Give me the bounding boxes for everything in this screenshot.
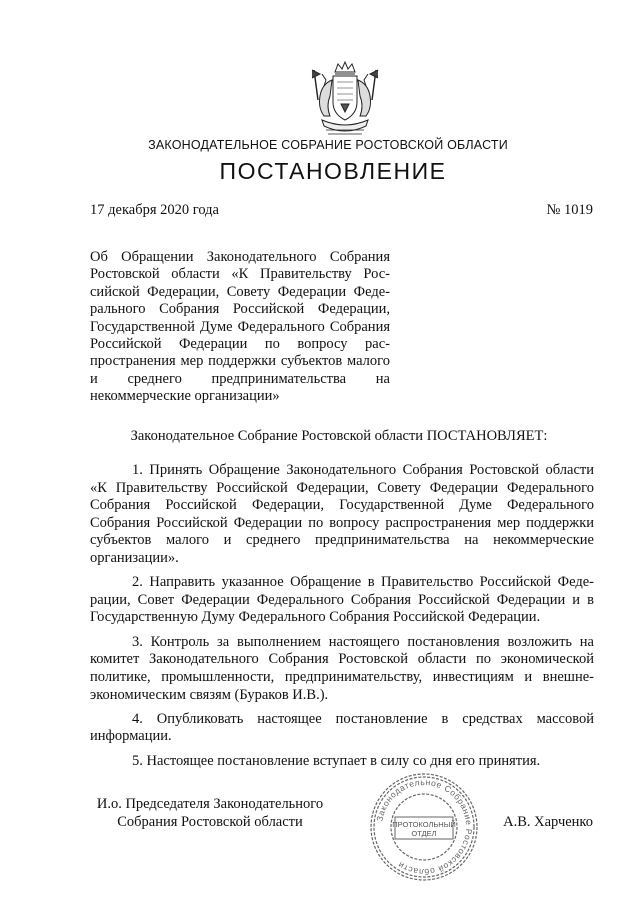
resolution-item-4: 4. Опубликовать настоящее постановление в средствах массовой информации. <box>90 710 594 745</box>
signatory-title-line-2: Собрания Ростовской области <box>117 813 303 830</box>
stamp-text-line-1: ПРОТОКОЛЬНЫЙ <box>392 820 456 829</box>
resolution-item-3: 3. Контроль за выполнением настоящего постановления возложить на комитет Законодательного Собрания Ростовской области по экономической политике, промышленности, предпринимательству, инвестициям и внешнеэкономическим связям (Бураков И.В.). <box>90 633 594 703</box>
coat-of-arms-icon <box>308 60 382 140</box>
resolution-body <box>90 462 594 777</box>
resolution-item-2: 2. Направить указанное Обращение в Правительство Российской Федерации, Совет Федерации Федерального Собрания Российской Федерации и в Государственную Думу Федерального Собрания Российской Федерации. <box>90 574 594 626</box>
document-type-title: ПОСТАНОВЛЕНИЕ <box>219 158 447 184</box>
organization-name: ЗАКОНОДАТЕЛЬНОЕ СОБРАНИЕ РОСТОВСКОЙ ОБЛАСТИ <box>148 138 508 152</box>
signatory-title <box>90 796 330 831</box>
official-stamp <box>368 771 480 883</box>
preamble: Законодательное Собрание Ростовской области ПОСТАНОВЛЯЕТ: <box>130 428 548 444</box>
signatory-title-line-1: И.о. Председателя Законодательного <box>96 796 324 812</box>
signatory-name: А.В. Харченко <box>503 814 593 830</box>
stamp-ring-text: Законодательное Собрание Ростовской области <box>374 776 475 878</box>
stamp-text-line-2: ОТДЕЛ <box>411 829 437 838</box>
document-number: № 1019 <box>546 202 593 218</box>
document-date: 17 декабря 2020 года <box>90 202 219 218</box>
resolution-item-5: 5. Настоящее постановление вступает в силу со дня его принятия. <box>132 752 541 769</box>
document-subject: Об Обращении Законодательного Собрания Ростовской области «К Правительству Российской Федерации, Совету Федерации Федерального Собрания Российской Федерации, Государственной Думе Федерального Собрания Российской Федерации по вопросу распространения мер поддержки субъектов малого и среднего предпринимательства на некоммерческие организации» <box>90 249 390 405</box>
resolution-item-1: 1. Принять Обращение Законодательного Собрания Ростовской области «К Правительству Российской Федерации, Совету Федерации Федерального Собрания Российской Федерации, Государственной Думе Федерального Собрания Российской Федерации по вопросу распространения мер поддержки субъектов малого и среднего предпринимательства на некоммерческие организации». <box>90 462 594 566</box>
